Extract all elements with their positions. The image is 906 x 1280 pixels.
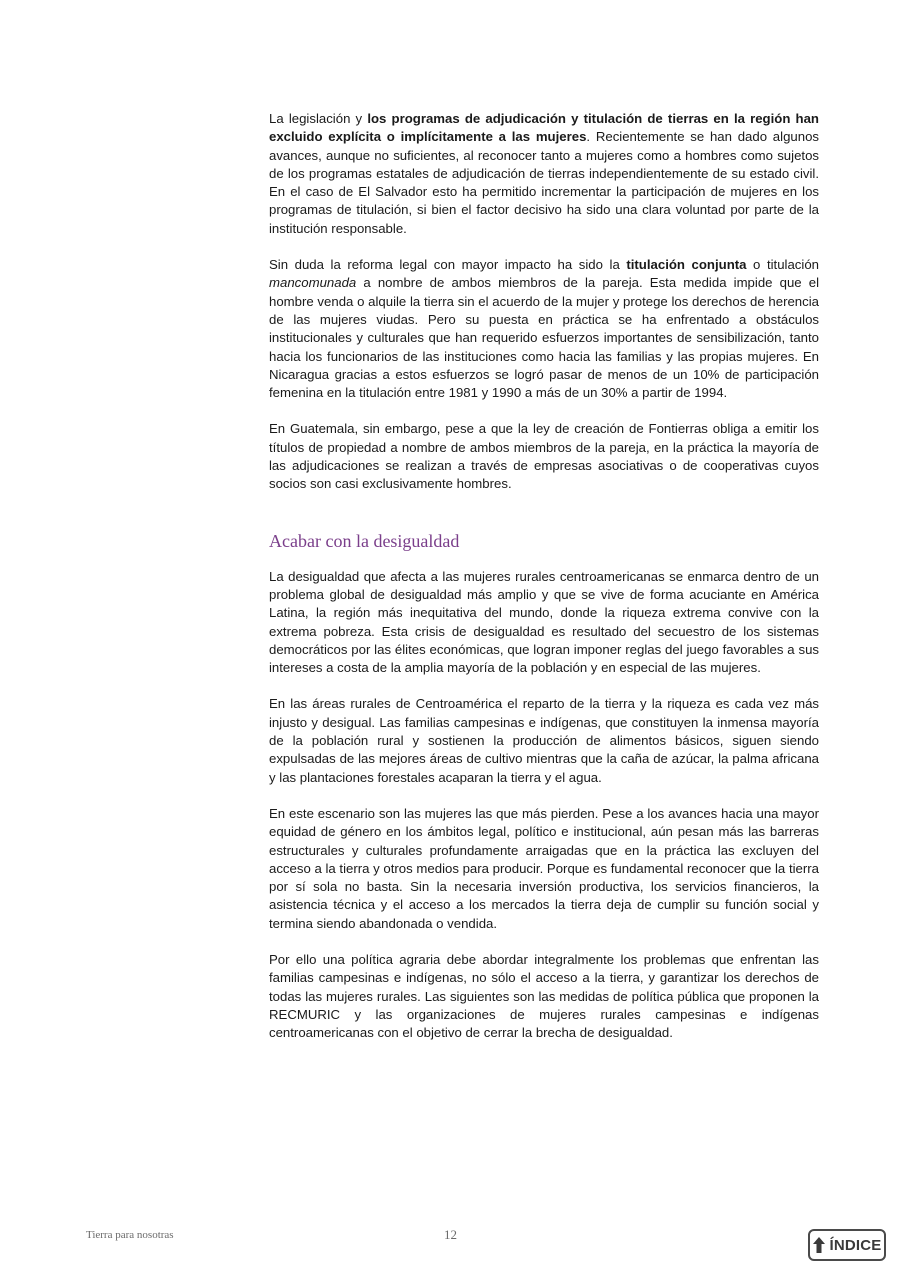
italic-run: mancomunada (269, 275, 357, 291)
bold-run: titulación conjunta (626, 257, 747, 273)
page-number: 12 (444, 1227, 457, 1242)
text-run: o titulación (746, 257, 819, 273)
text-run: La legislación y (269, 111, 368, 126)
paragraph-agrarian-policy: Por ello una política agraria debe abordar integralmente los problemas que enfrentan las familias campesinas e indígenas, no sólo el acceso a la tierra, y garantizar los derechos de todas las mujeres rurales. Las siguientes son las medidas de política pública que proponen la RECMURIC y las organizaciones de mujeres rurales campesinas e indígenas centroamericanas con el objetivo de cerrar la brecha de desigualdad. (269, 951, 819, 1041)
arrow-up-icon (812, 1236, 826, 1254)
paragraph-rural-areas: En las áreas rurales de Centroamérica el reparto de la tierra y la riqueza es cada vez más injusto y desigual. Las familias campesinas e indígenas, que constituyen la inmensa mayoría de la población rural y sostienen la producción de alimentos básicos, siguen siendo expulsadas de las mejores áreas de cultivo mientras que la caña de azúcar, la palma africana y las plantaciones forestales acaparan la tierra y el agua. (269, 696, 819, 785)
text-run: En Guatemala, sin embargo, pese a que la ley de creación de Fontierras obliga a emitir los títulos de propiedad a nombre de ambos miembros de la pareja, en la práctica la mayoría de las adjudicaciones se realizan a través de empresas asociativas o de cooperativas cuyos socios son casi exclusivamente hombres. (269, 421, 819, 492)
text-run: Sin duda la reforma legal con mayor impacto ha sido la (269, 257, 627, 273)
paragraph-joint-titling (269, 256, 819, 402)
text-run: . Recientemente se han dado algunos avances, aunque no suficientes, al reconocer tanto a mujeres como a hombres como sujetos de los programas estatales de adjudicación de tierras independientemente de su estado civil. En el caso de El Salvador esto ha permitido incrementar la participación de mujeres en los programas de titulación, si bien el factor decisivo ha sido una clara voluntad por parte de la institución responsable. (269, 129, 819, 236)
bold-run: los programas de adjudicación y titulación de tierras en la región han excluido explícita o implícitamente a las mujeres (269, 111, 819, 145)
paragraph-women-lose: En este escenario son las mujeres las que más pierden. Pese a los avances hacia una mayor equidad de género en los ámbitos legal, político e institucional, aún pesan más las barreras estructurales y culturales profundamente arraigadas que en la práctica las excluyen del acceso a la tierra y otros medios para producir. Porque es fundamental reconocer que la tierra por sí sola no basta. Sin la necesaria inversión productiva, los servicios financieros, la asistencia técnica y el acceso a los mercados la tierra deja de cumplir su función social y termina siendo abandonada o vendida. (269, 805, 819, 931)
paragraph-legislation (269, 110, 819, 238)
paragraph-guatemala (269, 420, 819, 493)
page-content (269, 110, 819, 1060)
section-heading: Acabar con la desigualdad (269, 530, 460, 551)
publication-title: Tierra para nosotras (86, 1229, 174, 1241)
index-label: ÍNDICE (829, 1236, 882, 1254)
paragraph-inequality: La desigualdad que afecta a las mujeres rurales centroamericanas se enmarca dentro de un problema global de desigualdad más amplio y que se vive de forma acuciante en América Latina, la región más inequitativa del mundo, donde la riqueza extrema convive con la extrema pobreza. Esta crisis de desigualdad es resultado del secuestro de los sistemas democráticos por las élites económicas, que logran imponer reglas del juego favorables a sus intereses a costa de la amplia mayoría de la población y en especial de las mujeres. (269, 568, 819, 676)
index-button[interactable] (808, 1229, 886, 1261)
text-run: a nombre de ambos miembros de la pareja. Esta medida impide que el hombre venda o alquile la tierra sin el acuerdo de la mujer y protege los derechos de herencia de las mujeres viudas. Pero su puesta en práctica se ha enfrentado a obstáculos institucionales y culturales que han requerido esfuerzos importantes de sensibilización, tanto hacia los funcionarios de las instituciones como hacia las familias y las propias mujeres. En Nicaragua gracias a estos esfuerzos se logró pasar de menos de un 10% de participación femenina en la titulación entre 1981 y 1990 a más de un 30% a partir de 1994. (269, 275, 819, 401)
